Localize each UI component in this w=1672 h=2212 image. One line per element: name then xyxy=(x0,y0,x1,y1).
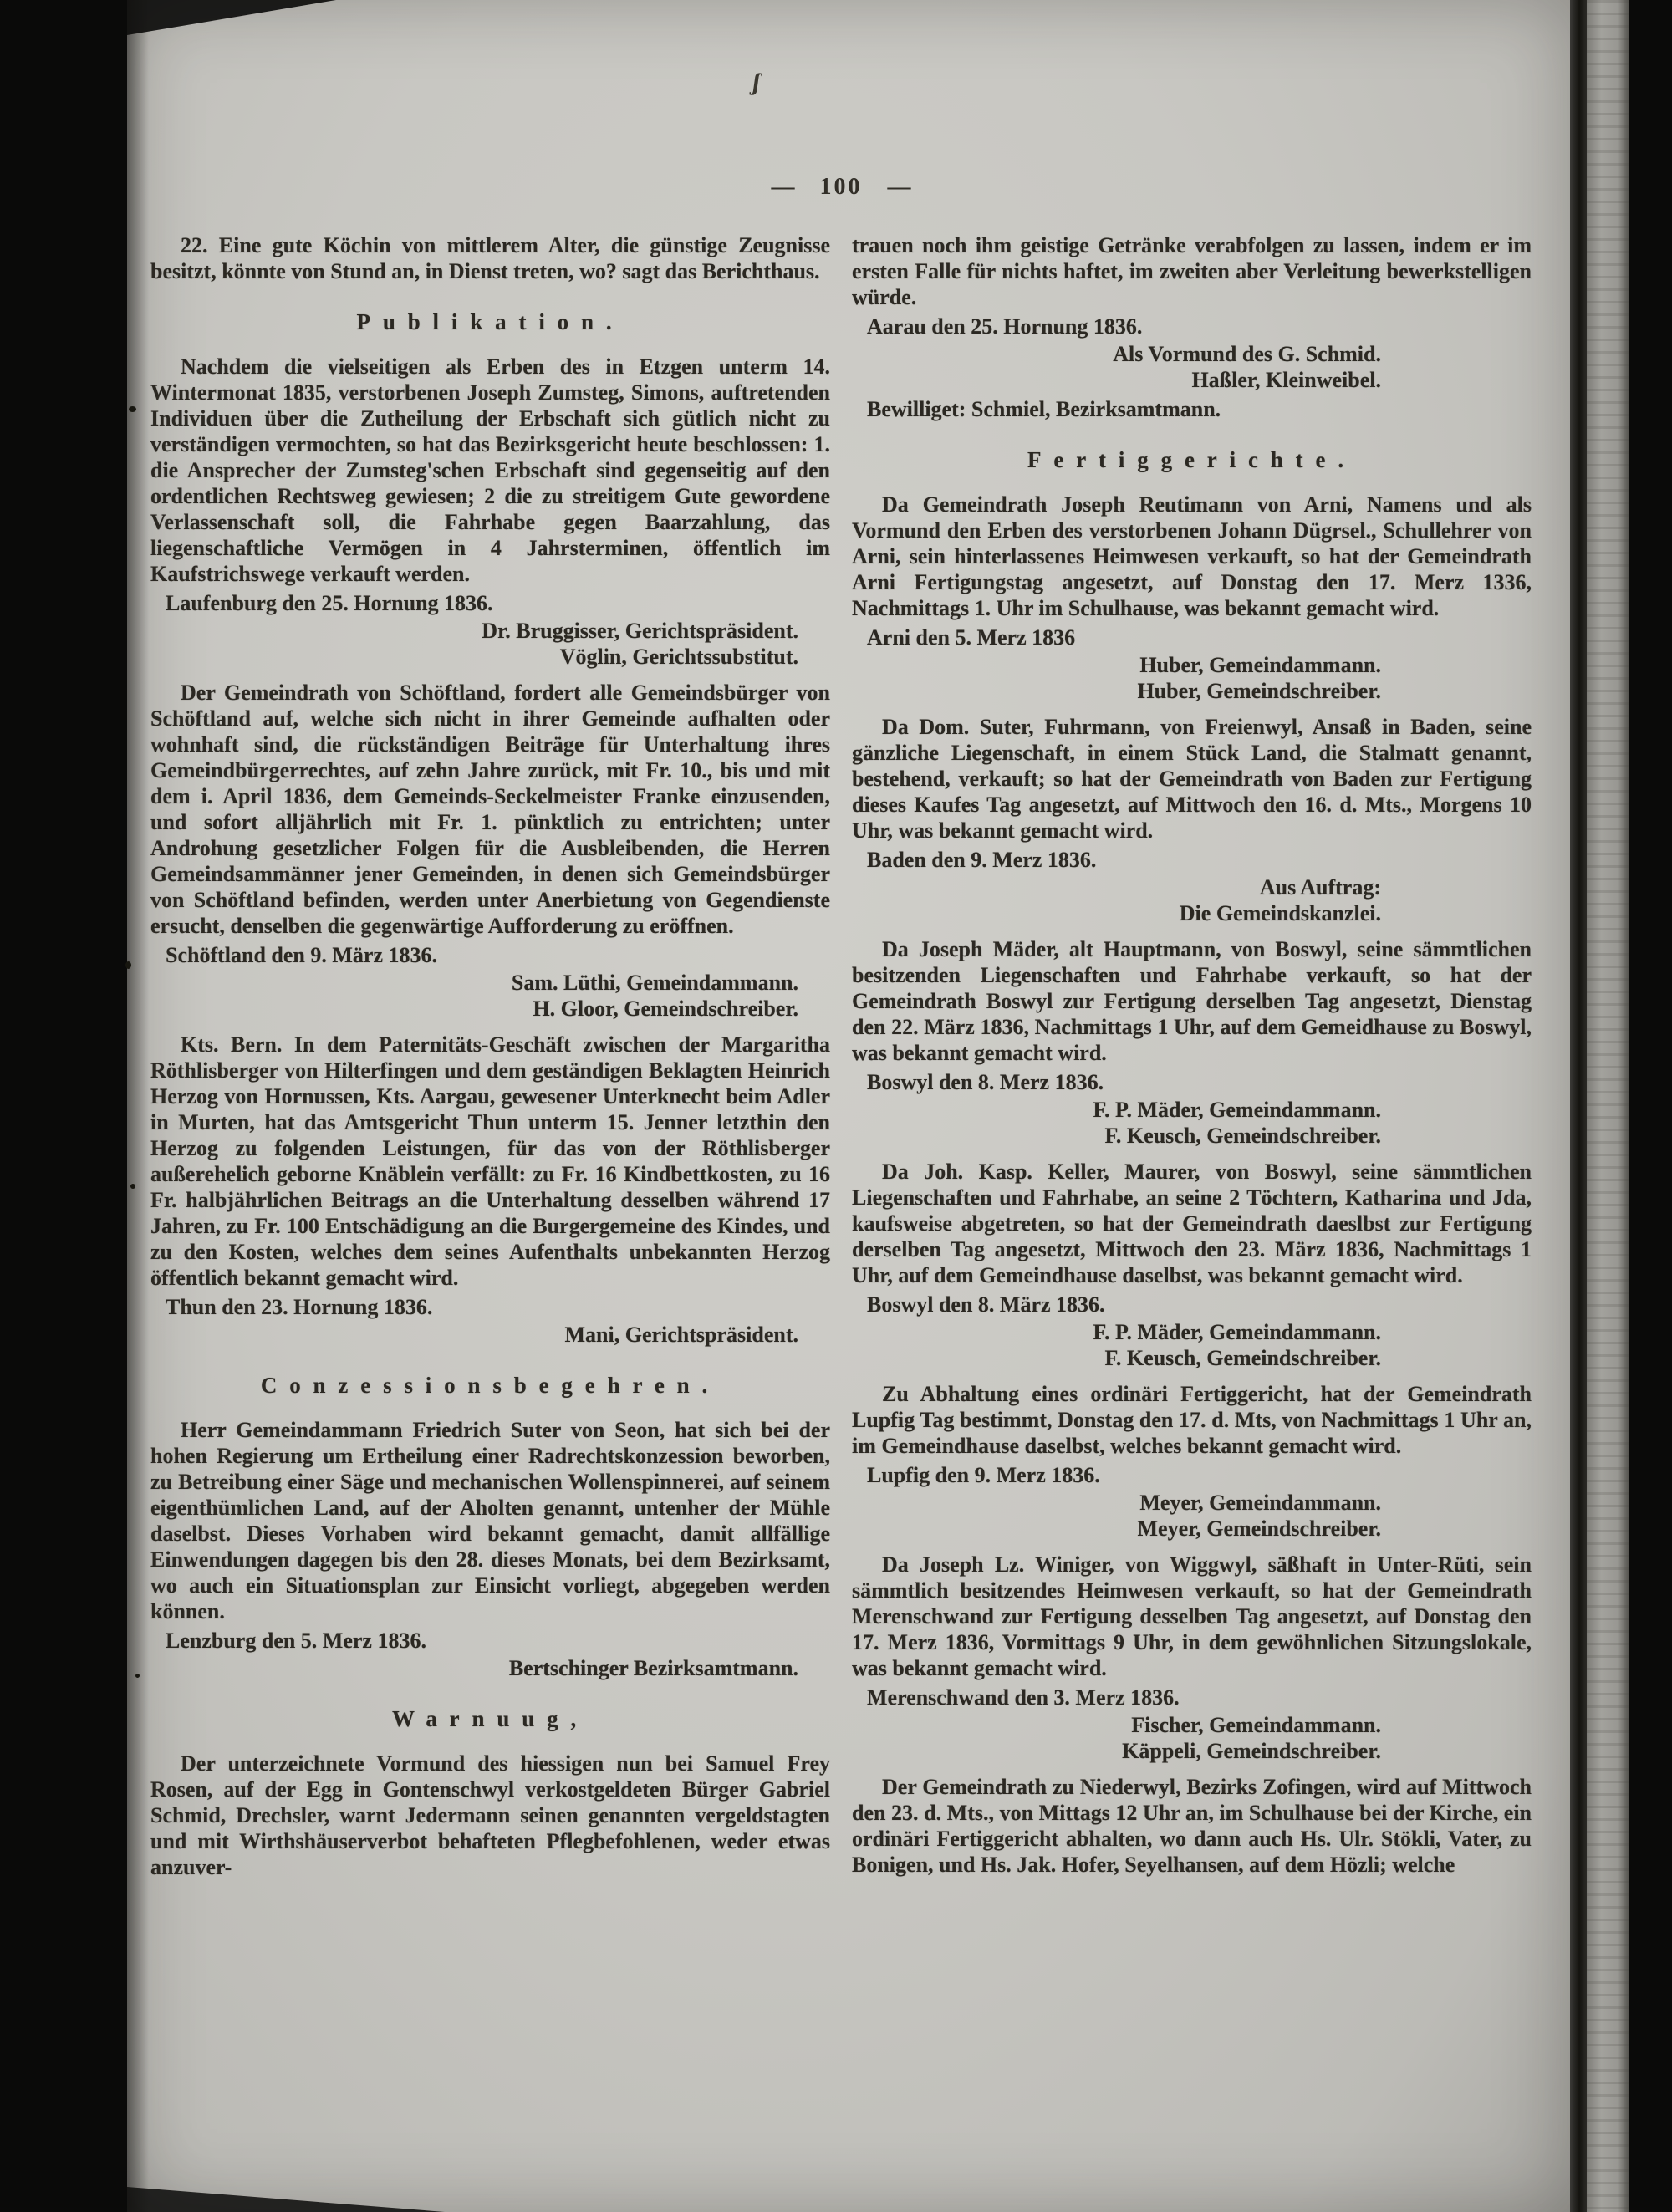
paper-edge-shadow xyxy=(127,0,149,2212)
signature-line: Dr. Bruggisser, Gerichtspräsident. xyxy=(482,619,798,643)
paragraph: Herr Gemeindammann Friedrich Suter von Seon, hat sich bei der hohen Regierung um Ertheilung einer Radrechtskonzession beworben, zu Betreibung einer Säge und mechanischen Wollenspinnerei, auf seinem eigenthümlichen Land, auf der Aholten genannt, untenher der Mühle daselbst. Dieses Vorhaben wird bekannt gemacht, damit allfällige Einwendungen dagegen bis den 28. dieses Monats, bei dem Bezirksamt, wo auch ein Situationsplan zur Einsicht vorliegt, abgegeben werden können. xyxy=(150,1418,830,1623)
signature-line: Käppeli, Gemeindschreiber. xyxy=(1122,1739,1381,1763)
paragraph: Kts. Bern. In dem Paternitäts-Geschäft zwischen der Margaritha Röthlisberger von Hilterfingen und dem geständigen Beklagten Heinrich Herzog von Hornussen, Kts. Aargau, gewesener Unterknecht beim Adler in Murten, hat das Amtsgericht Thun unterm 15. Jenner letzthin den Herzog zu folgenden Leistungen, für das von der Röthlisberger außerehelich geborne Knäblein verfällt: zu Fr. 16 Kindbettkosten, zu 16 Fr. halbjährlichen Beitrags an die Unterhaltung desselben während 17 Jahren, zu Fr. 100 Entschädigung an die Burgergemeine des Kindes, und zu den Kosten, welches dem seines Aufenthalts unbekannten Herzog öffentlich bekannt gemacht wird. xyxy=(150,1032,830,1290)
ink-speck xyxy=(129,406,136,412)
section-heading: Publikation. xyxy=(356,309,624,334)
signature-line: Mani, Gerichtspräsident. xyxy=(564,1323,798,1347)
paragraph: Nachdem die vielseitigen als Erben des in Etzgen unterm 14. Wintermonat 1835, verstorbenen Joseph Zumsteg, Simons, auftretenden Individuen über die Zutheilung der Erbschaft sich gütlich nicht zu verständigen vermochten, so hat das Bezirksgericht heute beschlossen: 1. die Ansprecher der Zumsteg'schen Erbschaft sind gegenseitig auf den ordentlichen Rechtsweg gewiesen; 2 die zu streitigem Gute gewordene Verlassenschaft soll, die Fahrhabe gegen Baarzahlung, das liegenschaftliche Vermögen in 4 Jahrsterminen, öffentlich im Kaufstrichswege verkauft werden. xyxy=(150,354,830,586)
signature-line: F. P. Mäder, Gemeindammann. xyxy=(1093,1320,1381,1344)
page-number-dash-left: — xyxy=(771,174,795,200)
paragraph: Zu Abhaltung eines ordinäri Fertiggericht, hat der Gemeindrath Lupfig Tag bestimmt, Donstag den 17. d. Mts, von Nachmittags 1 Uhr an, im Gemeindhause daselbst, welches bekannt gemacht wird. xyxy=(852,1382,1532,1458)
paragraph: Da Joseph Lz. Winiger, von Wiggwyl, säßhaft in Unter-Rüti, sein sämmtlich besitzendes Heimwesen verkauft, so hat der Gemeindrath Merenschwand zur Fertigung desselben Tag angesetzt, auf Donstag den 17. Merz 1836, Vormittags 9 Uhr, in dem gewöhnlichen Sitzungslokale, was bekannt gemacht wird. xyxy=(852,1552,1532,1680)
dateline: Arni den 5. Merz 1836 xyxy=(867,625,1076,650)
signature-line: Huber, Gemeindammann. xyxy=(1139,653,1381,677)
signature-line: F. P. Mäder, Gemeindammann. xyxy=(1093,1098,1381,1122)
signature-line: Bertschinger Bezirksamtmann. xyxy=(508,1656,798,1680)
section-heading: Conzessionsbegehren. xyxy=(260,1373,721,1398)
section-heading: Fertiggerichte. xyxy=(1027,447,1356,472)
section-heading: Warnuug, xyxy=(391,1706,589,1731)
signature-line: H. Gloor, Gemeindschreiber. xyxy=(533,996,798,1021)
page-number-dash-right: — xyxy=(887,174,911,200)
ink-speck xyxy=(135,1674,140,1678)
dateline: Lupfig den 9. Merz 1836. xyxy=(867,1463,1100,1487)
dateline: Boswyl den 8. Merz 1836. xyxy=(867,1070,1104,1094)
text-columns xyxy=(149,222,1533,1883)
signature-line: Meyer, Gemeindammann. xyxy=(1139,1491,1381,1515)
scan-corner-shadow-bottom xyxy=(127,2187,445,2212)
paragraph: Da Joh. Kasp. Keller, Maurer, von Boswyl, seine sämmtlichen Liegenschaften und Fahrhabe, an seine 2 Töchtern, Katharina und Jda, kaufsweise abgetreten, so hat der Gemeindrath daeslbst zur Fertigung derselben Tag angesetzt, Mittwoch den 23. März 1836, Nachmittags 1 Uhr, auf dem Gemeindhause daselbst, was bekannt gemacht wird. xyxy=(852,1160,1532,1287)
column-right xyxy=(852,222,1532,1883)
dateline: Schöftland den 9. März 1836. xyxy=(166,943,437,967)
dateline: Merenschwand den 3. Merz 1836. xyxy=(867,1685,1180,1710)
dateline: Bewilliget: Schmiel, Bezirksamtmann. xyxy=(867,397,1221,421)
signature-line: Fischer, Gemeindammann. xyxy=(1131,1713,1381,1737)
paragraph: Da Dom. Suter, Fuhrmann, von Freienwyl, Ansaß in Baden, seine gänzliche Liegenschaft, in einem Stück Land, die Stalmatt genannt, bestehend, verkauft; so hat der Gemeindrath von Baden zur Fertigung dieses Kaufes Tag angesetzt, auf Mittwoch den 16. d. Mts., Morgens 10 Uhr, was bekannt gemacht wird. xyxy=(852,715,1532,843)
paragraph: trauen noch ihm geistige Getränke verabfolgen zu lassen, indem er im ersten Falle für nichts haftet, im zweiten aber Verleitung bewerkstelligen würde. xyxy=(852,233,1532,309)
ink-speck xyxy=(130,1184,135,1189)
paragraph: Der Gemeindrath von Schöftland, fordert alle Gemeindsbürger von Schöftland auf, welche sich nicht in ihrer Gemeinde aufhalten oder wohnhaft sind, die rückständigen Beiträge für Unterhaltung ihres Gemeindbürgerrechtes, auf zehn Jahre zurück, mit Fr. 10., bis und mit dem i. April 1836, dem Gemeinds-Seckelmeister Franke einzusenden, und sofort alljährlich mit Fr. 1. pünktlich zu entrichten; unter Androhung gesetzlicher Folgen für die Ausbleibenden, die Herren Gemeindsammänner jener Gemeinden, in denen sich Gemeindsbürger von Schöftland befinden, werden unter Anerbietung von Gegendienste ersucht, denselben die gegenwärtige Aufforderung zu eröffnen. xyxy=(150,680,830,938)
page-number-value: 100 xyxy=(819,174,863,200)
page-content xyxy=(149,0,1533,1883)
signature-line: Aus Auftrag: xyxy=(1259,875,1381,900)
signature-line: Als Vormund des G. Schmid. xyxy=(1113,342,1381,366)
ink-speck xyxy=(125,961,131,969)
newspaper-page xyxy=(127,0,1570,2212)
dateline: Thun den 23. Hornung 1836. xyxy=(166,1295,433,1319)
paragraph: Der unterzeichnete Vormund des hiessigen nun bei Samuel Frey Rosen, auf der Egg in Gontenschwyl verkostgeldeten Bürger Gabriel Schmid, Drechsler, warnt Jedermann seinen genannten vergeldstagten und mit Wirthshäuserverbot behafteten Pflegbefohlenen, weder etwas anzuver- xyxy=(150,1751,830,1879)
dateline: Lenzburg den 5. Merz 1836. xyxy=(166,1628,426,1653)
signature-line: Meyer, Gemeindschreiber. xyxy=(1137,1516,1381,1541)
paragraph: Da Joseph Mäder, alt Hauptmann, von Boswyl, seine sämmtlichen besitzenden Liegenschaften und Fahrhabe verkauft, so hat der Gemeindrath Boswyl zur Fertigung derselben Tag angesetzt, Dienstag den 22. März 1836, Nachmittags 1 Uhr, auf dem Gemeidhause zu Boswyl, was bekannt gemacht wird. xyxy=(852,937,1532,1065)
signature-line: F. Keusch, Gemeindschreiber. xyxy=(1104,1346,1381,1370)
ink-mark: ʃ xyxy=(750,68,762,97)
paragraph: Der Gemeindrath zu Niederwyl, Bezirks Zofingen, wird auf Mittwoch den 23. d. Mts., von Mittags 12 Uhr an, im Schulhause bei der Kirche, ein ordinäri Fertiggericht abhalten, wo dann auch Hs. Ulr. Stökli, Vater, zu Bonigen, und Hs. Jak. Hofer, Seyelhansen, auf dem Hözli; welche xyxy=(852,1775,1532,1877)
adjacent-page-edge xyxy=(1587,0,1629,2212)
paragraph: 22. Eine gute Köchin von mittlerem Alter, die günstige Zeugnisse besitzt, könnte von Stund an, in Dienst treten, wo? sagt das Berichthaus. xyxy=(150,233,830,283)
signature-line: Huber, Gemeindschreiber. xyxy=(1137,679,1381,703)
dateline: Aarau den 25. Hornung 1836. xyxy=(867,314,1143,339)
signature-line: Haßler, Kleinweibel. xyxy=(1191,368,1381,392)
signature-line: Sam. Lüthi, Gemeindammann. xyxy=(511,971,798,995)
signature-line: Die Gemeindskanzlei. xyxy=(1179,901,1381,925)
dateline: Laufenburg den 25. Hornung 1836. xyxy=(166,591,493,615)
dateline: Boswyl den 8. März 1836. xyxy=(867,1292,1105,1317)
page-gutter-shadow xyxy=(1570,0,1587,2212)
paragraph: Da Gemeindrath Joseph Reutimann von Arni, Namens und als Vormund den Erben des verstorbenen Johann Dügrsel., Schullehrer von Arni, sein hinterlassenes Heimwesen verkauft, so hat der Gemeindrath Arni Fertigungstag angesetzt, auf Donstag den 17. Merz 1336, Nachmittags 1. Uhr im Schulhause, was bekannt gemacht wird. xyxy=(852,492,1532,620)
signature-line: F. Keusch, Gemeindschreiber. xyxy=(1104,1124,1381,1148)
signature-line: Vöglin, Gerichtssubstitut. xyxy=(559,645,798,669)
column-left xyxy=(150,222,830,1883)
page-number xyxy=(149,0,1533,201)
dateline: Baden den 9. Merz 1836. xyxy=(867,848,1097,872)
